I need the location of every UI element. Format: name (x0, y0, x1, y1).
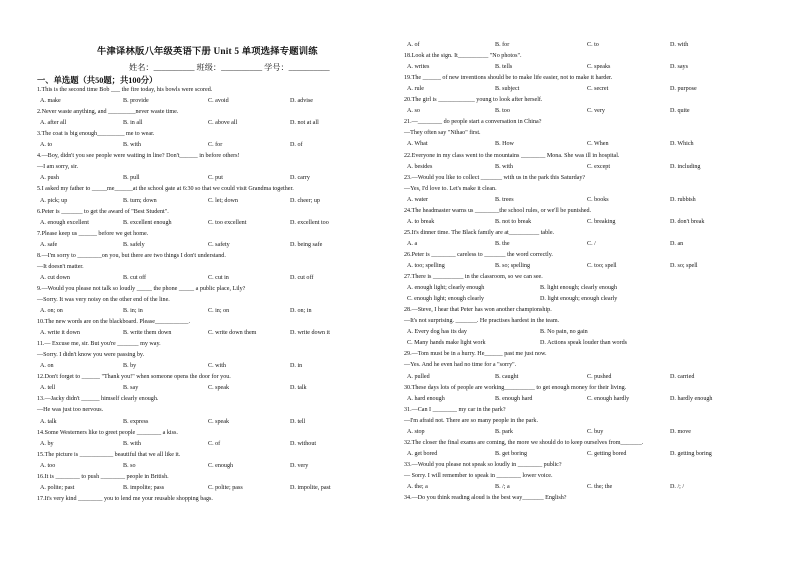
question-dialogue-line: —It doesn't matter. (37, 263, 84, 270)
answer-option-d[interactable]: D. on; in (290, 308, 312, 314)
question-stem: 18.Look at the sign. It__________ "No photos". (404, 53, 522, 60)
answer-option-c[interactable]: C. / (587, 240, 596, 247)
question-stem: 22.Everyone in my class went to the mountains ________ Mona. She was ill in hospital. (404, 152, 620, 159)
answer-option-a[interactable]: A. write it down (40, 330, 80, 337)
answer-option-a[interactable]: A. the; a (407, 484, 428, 490)
section-heading: 一、单选题（共50题；共100分） (37, 76, 158, 85)
answer-option-b[interactable]: B. get boring (495, 450, 527, 457)
question-stem: 14.Some Westerners like to greet people ________ a kiss. (37, 429, 178, 436)
answer-option-c[interactable]: C. When (587, 141, 609, 148)
question-dialogue-line: —He was just too nervous. (37, 407, 104, 414)
answer-option-d[interactable]: D. light enough; enough clearly (540, 296, 618, 303)
question-stem: 3.The coat is big enough_________ me to wear. (37, 131, 155, 138)
answer-option-a[interactable]: A. polite; past (40, 484, 75, 491)
answer-option-a[interactable]: A. by (40, 440, 54, 447)
answer-option-b[interactable]: B. pull (123, 175, 140, 182)
question-dialogue-line: —Sorry. I didn't know you were passing by. (37, 352, 145, 359)
answer-option-a[interactable]: A. tell (40, 385, 56, 392)
answer-option-a[interactable]: A. water (407, 196, 428, 203)
answer-option-a[interactable]: A. too (40, 462, 56, 469)
answer-option-c[interactable]: C. too excellent (208, 219, 247, 226)
answer-option-b[interactable]: B. by (123, 363, 137, 370)
answer-option-a[interactable]: A. of (407, 42, 420, 48)
answer-option-b[interactable]: B. safely (123, 241, 145, 248)
answer-option-a[interactable]: A. besides (407, 163, 433, 170)
question-stem: 23.—Would you like to collect _______ with us in the park this Saturday? (404, 174, 586, 181)
answer-option-c[interactable]: C. the; the (587, 484, 613, 490)
answer-option-d[interactable]: D. /; / (670, 484, 685, 490)
answer-option-b[interactable]: B. for (495, 42, 510, 48)
question-stem: 9.—Would you please not talk so loudly _____ the phone _____ a public place, Lily? (37, 285, 246, 292)
answer-option-d[interactable]: D. in (290, 363, 303, 370)
answer-option-a[interactable]: A. to break (407, 218, 435, 225)
answer-option-d[interactable]: D. don't break (670, 218, 705, 225)
question-stem: 1.This is the second time Bob ___ the fire today, his bowls were scored. (37, 87, 213, 93)
question-stem: 6.Peter is _______ to get the award of "Best Student". (37, 208, 169, 215)
worksheet-title: 牛津译林版八年级英语下册 Unit 5 单项选择专题训练 (97, 47, 318, 57)
answer-option-d[interactable]: D. Actions speak louder than words (540, 340, 627, 347)
answer-option-c[interactable]: C. speaks (587, 64, 611, 71)
question-stem: 27.There is __________ in the classroom, so we can see. (404, 274, 543, 281)
answer-option-c[interactable]: C. very (587, 108, 605, 115)
question-stem: 10.The new words are on the blackboard. Please___________. (37, 319, 190, 326)
answer-option-d[interactable]: D. very (290, 462, 309, 469)
answer-option-d[interactable]: D. talk (290, 385, 307, 392)
answer-option-c[interactable]: C. with (208, 363, 226, 370)
question-stem: 2.Never waste anything, and _________never waste time. (37, 109, 179, 116)
question-dialogue-line: —It's not surprising. _______. He practises hardest in the team. (404, 318, 560, 325)
answer-option-a[interactable]: A. stop (407, 428, 425, 435)
answer-option-b[interactable]: B. so; spelling (495, 263, 531, 269)
question-stem: 28.—Steve, I hear that Peter has won another championship. (404, 307, 552, 314)
question-stem: 24.The headmaster warns us ________the school rules, or we'll be punished. (404, 207, 592, 214)
answer-option-d[interactable]: D. carried (670, 373, 695, 380)
answer-option-d[interactable]: D. of (290, 142, 303, 149)
answer-option-c[interactable]: C. breaking (587, 218, 616, 225)
answer-option-d[interactable]: D. purpose (670, 86, 697, 93)
answer-option-b[interactable]: B. cut off (123, 274, 147, 281)
answer-option-b[interactable]: B. No pain, no gain (540, 329, 588, 336)
answer-option-b[interactable]: B. subject (495, 86, 520, 93)
answer-option-a[interactable]: A. after all (40, 120, 67, 127)
question-dialogue-line: —Yes. And he even had no time for a "sorry". (404, 362, 517, 369)
question-stem: 34.—Do you think reading aloud is the best way_______ English? (404, 495, 567, 502)
question-dialogue-line: —I am sorry, sir. (37, 164, 79, 171)
answer-option-a[interactable]: A. so (407, 108, 420, 115)
answer-option-c[interactable]: C. put (208, 175, 223, 182)
answer-option-c[interactable]: C. to (587, 42, 599, 48)
answer-option-c[interactable]: C. write down them (208, 330, 257, 337)
answer-option-a[interactable]: A. cut down (40, 274, 70, 281)
answer-option-a[interactable]: A. on (40, 363, 54, 370)
answer-option-b[interactable]: B. tells (495, 64, 513, 71)
answer-option-c[interactable]: C. enough hardly (587, 395, 630, 402)
answer-option-c[interactable]: C. in; on (208, 308, 230, 314)
question-dialogue-line: —They often say "Nihao" first. (404, 130, 481, 137)
answer-option-b[interactable]: B. impolite; pass (123, 484, 165, 491)
answer-option-b[interactable]: B. caught (495, 373, 519, 380)
answer-option-b[interactable]: B. enough hard (495, 395, 533, 402)
answer-option-d[interactable]: D. so; spell (670, 263, 698, 269)
answer-option-b[interactable]: B. park (495, 428, 513, 435)
answer-option-c[interactable]: C. above all (208, 120, 238, 127)
answer-option-a[interactable]: A. to (40, 142, 53, 149)
question-stem: 5.I asked my father to _____me______at the school gate at 6:30 so that we could visit Grandma together. (37, 186, 294, 193)
answer-option-b[interactable]: B. /; a (495, 484, 510, 490)
question-stem: 30.These days lots of people are working__________ to get enough money for their living. (404, 384, 627, 391)
answer-option-c[interactable]: C. speak (208, 385, 229, 392)
answer-option-b[interactable]: B. How (495, 141, 514, 148)
answer-option-d[interactable]: D. without (290, 440, 317, 447)
answer-option-c[interactable]: C. enough light; enough clearly (407, 296, 485, 303)
question-stem: 12.Don't forget to ______ "Thank you!" when someone opens the door for you. (37, 374, 231, 381)
answer-option-d[interactable]: D. being safe (290, 241, 323, 248)
answer-option-a[interactable]: A. pulled (407, 373, 430, 380)
answer-option-d[interactable]: D. cheer; up (290, 197, 320, 204)
answer-option-d[interactable]: D. with (670, 42, 689, 48)
answer-option-b[interactable]: B. provide (123, 98, 149, 105)
answer-option-b[interactable]: B. not to break (495, 218, 532, 225)
answer-option-a[interactable]: A. talk (40, 418, 57, 425)
question-stem: 8.—I'm sorry to ________on you, but there are two things I don't understand. (37, 252, 226, 259)
answer-option-a[interactable]: A. rule (407, 86, 424, 93)
answer-option-b[interactable]: B. too (495, 108, 510, 115)
answer-option-b[interactable]: B. trees (495, 196, 514, 203)
answer-option-a[interactable]: A. safe (40, 241, 58, 248)
answer-option-b[interactable]: B. in all (123, 120, 143, 127)
answer-option-c[interactable]: C. pushed (587, 373, 612, 380)
answer-option-d[interactable]: D. hardly enough (670, 395, 713, 402)
answer-option-c[interactable]: C. safety (208, 241, 230, 248)
answer-option-a[interactable]: A. a (407, 240, 418, 247)
student-info-line: 姓名：__________ 班级：__________ 学号：__________ (129, 63, 330, 72)
answer-option-d[interactable]: D. carry (290, 175, 310, 182)
answer-option-b[interactable]: B. with (495, 163, 513, 170)
answer-option-b[interactable]: B. with (123, 142, 141, 149)
answer-option-b[interactable]: B. write them down (123, 330, 172, 337)
answer-option-a[interactable]: A. enough excellent (40, 219, 89, 226)
answer-option-a[interactable]: A. get bored (407, 450, 438, 457)
question-stem: 13.—Jacky didn't ______ himself clearly enough. (37, 396, 159, 403)
answer-option-a[interactable]: A. make (40, 98, 61, 105)
question-stem: 29.—Tom must be in a hurry. He______ past me just now. (404, 351, 547, 358)
answer-option-c[interactable]: C. except (587, 163, 611, 170)
question-stem: 15.The picture is ___________ beautiful that we all like it. (37, 451, 181, 458)
answer-option-b[interactable]: B. turn; down (123, 197, 157, 204)
answer-option-a[interactable]: A. push (40, 175, 59, 182)
question-dialogue-line: —I'm afraid not. There are so many people in the park. (404, 417, 538, 424)
answer-option-d[interactable]: D. tell (290, 418, 306, 425)
answer-option-d[interactable]: D. advise (290, 98, 314, 105)
answer-option-d[interactable]: D. says (670, 64, 688, 71)
answer-option-b[interactable]: B. in; in (123, 308, 143, 314)
answer-option-b[interactable]: B. so (123, 462, 136, 469)
answer-option-c[interactable]: C. enough (208, 462, 234, 469)
answer-option-b[interactable]: B. say (123, 385, 139, 392)
answer-option-a[interactable]: A. pick; up (40, 197, 68, 204)
question-dialogue-line: —Yes, I'd love to. Let's make it clean. (404, 185, 497, 192)
answer-option-a[interactable]: A. What (407, 141, 428, 148)
answer-option-c[interactable]: C. speak (208, 418, 229, 425)
answer-option-c[interactable]: C. Many hands make light work (407, 340, 486, 347)
answer-option-d[interactable]: D. rubbish (670, 196, 696, 203)
answer-option-b[interactable]: B. light enough; clearly enough (540, 285, 618, 292)
answer-option-c[interactable]: C. cut in (208, 274, 229, 281)
answer-option-a[interactable]: A. enough light; clearly enough (407, 285, 485, 292)
answer-option-d[interactable]: D. not at all (290, 120, 319, 127)
answer-option-d[interactable]: D. impolite, past (290, 484, 331, 491)
question-stem: 25.It's dinner time. The Black family are at__________ table. (404, 229, 555, 236)
answer-option-d[interactable]: D. an (670, 240, 684, 247)
answer-option-d[interactable]: D. write down it (290, 330, 330, 337)
question-stem: 21.—________ do people start a conversation in China? (404, 119, 542, 126)
question-stem: 19.The ______ of new inventions should be to make life easier, not to make it harder. (404, 75, 613, 82)
answer-option-d[interactable]: D. Which (670, 141, 694, 148)
answer-option-c[interactable]: C. of (208, 440, 221, 447)
question-dialogue-line: —Sorry. It was very noisy on the other end of the line. (37, 296, 170, 303)
answer-option-d[interactable]: D. getting boring (670, 450, 712, 457)
question-stem: 4.—Boy, didn't you see people were waiting in line? Don't______ in before others! (37, 153, 240, 160)
question-stem: 32.The closer the final exams are coming, the more we should do to keep ourselves from_______. (404, 439, 644, 446)
answer-option-a[interactable]: A. on; on (40, 308, 63, 314)
question-stem: 26.Peter is ________ careless to _______ the word correctly. (404, 251, 553, 258)
answer-option-a[interactable]: A. hard enough (407, 395, 445, 402)
question-stem: 31.—Can I ________ my car in the park? (404, 406, 506, 413)
answer-option-a[interactable]: A. too; spelling (407, 263, 445, 269)
question-stem: 20.The girl is ____________ young to look after herself. (404, 97, 543, 104)
answer-option-d[interactable]: D. cut off (290, 274, 314, 281)
answer-option-d[interactable]: D. including (670, 163, 701, 170)
answer-option-a[interactable]: A. writes (407, 64, 430, 71)
answer-option-d[interactable]: D. quite (670, 108, 690, 115)
answer-option-d[interactable]: D. move (670, 428, 691, 435)
question-dialogue-line: — Sorry. I will remember to speak in ________ lower voice. (404, 472, 553, 479)
question-stem: 33.—Would you please not speak so loudly in ________ public? (404, 461, 562, 468)
question-stem: 7.Please keep us ______ before we get home. (37, 230, 149, 237)
question-stem: 11.— Excuse me, sir. But you're _______ my way. (37, 341, 161, 348)
answer-option-b[interactable]: B. excellent enough (123, 219, 172, 226)
answer-option-b[interactable]: B. with (123, 440, 141, 447)
answer-option-c[interactable]: C. avoid (208, 98, 229, 105)
answer-option-b[interactable]: B. the (495, 240, 510, 247)
answer-option-c[interactable]: C. too; spell (587, 263, 617, 269)
answer-option-c[interactable]: C. let; down (208, 197, 238, 204)
question-stem: 16.It is ________ to push ________ people in British. (37, 473, 169, 480)
answer-option-b[interactable]: B. express (123, 418, 149, 425)
answer-option-c[interactable]: C. secret (587, 86, 609, 93)
question-stem: 17.It's very kind ________ you to lend me your reusable shopping bags. (37, 495, 213, 502)
answer-option-c[interactable]: C. getting bored (587, 450, 627, 457)
answer-option-c[interactable]: C. buy (587, 428, 604, 435)
answer-option-a[interactable]: A. Every dog has its day (407, 329, 467, 336)
answer-option-c[interactable]: C. books (587, 196, 609, 203)
answer-option-c[interactable]: C. for (208, 142, 223, 149)
answer-option-d[interactable]: D. excellent too (290, 219, 329, 226)
answer-option-c[interactable]: C. polite; pass (208, 484, 243, 491)
